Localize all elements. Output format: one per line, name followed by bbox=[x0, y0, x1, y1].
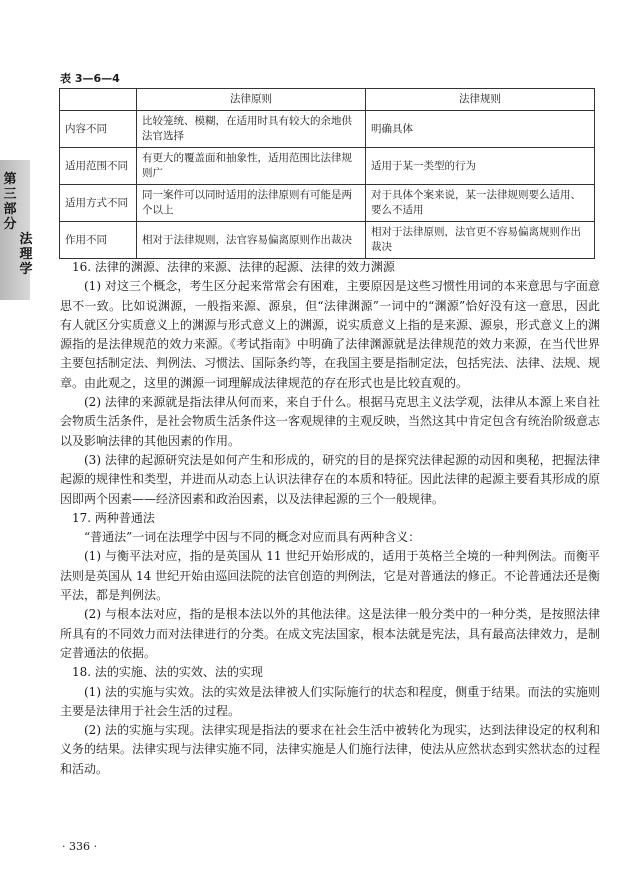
table-row-header: 适用范围不同 bbox=[60, 148, 137, 185]
paragraph: (2) 法律的来源就是指法律从何而来，来自于什么。根据马克思主义法学观，法律从本源上来自社会物质生活条件，是社会物质生活条件这一客观规律的主观反映，当然这其中肯定包含有统治阶级意志以及影响法律的其他因素的作用。 bbox=[60, 395, 601, 448]
section-heading: 18. 法的实施、法的实效、法的实现 bbox=[72, 665, 263, 680]
paragraph: (2) 法的实施与实现。法律实现是指法的要求在社会生活中被转化为现实，达到法律设定的权利和义务的结果。法律实现与法律实施不同，法律实施是人们施行法律，使法从应然状态到实然状态的过程和活动。 bbox=[60, 723, 601, 776]
table-cell: 比较笼统、模糊，在适用时具有较大的余地供法官选择 bbox=[137, 111, 366, 148]
section-heading: 16. 法律的渊源、法律的来源、法律的起源、法律的效力渊源 bbox=[72, 260, 395, 274]
table-row bbox=[60, 148, 595, 185]
paragraph: (2) 与根本法对应，指的是根本法以外的其他法律。这是法律一般分类中的一种分类，是按照法律所具有的不同效力而对法律进行的分类。在成文宪法国家，根本法就是宪法，具有最高法律效力，是制定普通法的依据。 bbox=[60, 607, 601, 660]
paragraph: (1) 与衡平法对应，指的是英国从 11 世纪开始形成的，适用于英格兰全境的一种判例法。而衡平法则是英国从 14 世纪开始由巡回法院的法官创造的判例法，它是对普通法的修正。不论普通法还是衡平法，都是判例法。 bbox=[60, 549, 600, 603]
body-text bbox=[60, 258, 600, 779]
table-header-cell bbox=[60, 89, 137, 111]
table-row bbox=[60, 222, 595, 259]
paragraph: (1) 法的实施与实效。法的实效是法律被人们实际施行的状态和程度，侧重于结果。而法的实施则主要是法律用于社会生活的过程。 bbox=[60, 684, 600, 718]
table-header-cell: 法律原则 bbox=[137, 89, 366, 111]
table-cell: 对于具体个案来说，某一法律规则要么适用、要么不适用 bbox=[366, 185, 595, 222]
table-caption: 表 3—6—4 bbox=[60, 72, 120, 85]
section-part-label: 第三部分 bbox=[3, 172, 17, 232]
paragraph: (3) 法律的起源研究法是如何产生和形成的，研究的目的是探究法律起源的动因和奥秘，把握法律起源的规律性和类型，并进而从动态上认识法律存在的本质和特征。因此法律的起源主要看其形成的原因即两个因素——经济因素和政治因素，以及法律起源的三个一般规律。 bbox=[60, 452, 601, 506]
table-cell: 同一案件可以同时适用的法律原则有可能是两个以上 bbox=[137, 185, 366, 222]
table-row bbox=[60, 185, 595, 222]
section-heading: 17. 两种普通法 bbox=[72, 510, 155, 525]
paragraph: (1) 对这三个概念，考生区分起来常常会有困难，主要原因是这些习惯性用词的本来意思与字面意思不一致。比如说渊源，一般指来源、源泉，但“法律渊源”一词中的“渊源”恰好没有这一意思，因此有人就区分实质意义上的渊源与形式意义上的渊源，说实质意义上指的是来源、源泉，形式意义上的渊源指的是法律规范的效力来源。《考试指南》中明确了法律渊源就是法律规范的效力来源，在当代世界主要包括制定法、判例法、习惯法、国际条约等，在我国主要是指制定法，包括宪法、法律、法规、规章。由此观之，这里的渊源一词理解成法律规范的存在形式也是比较直观的。 bbox=[60, 279, 601, 390]
comparison-table bbox=[59, 88, 595, 259]
table-cell: 明确具体 bbox=[366, 111, 595, 148]
paragraph: “普通法”一词在法理学中因与不同的概念对应而具有两种含义： bbox=[84, 530, 421, 545]
table-header-row bbox=[60, 89, 595, 111]
table-cell: 相对于法律规则，法官容易偏离原则作出裁决 bbox=[137, 222, 366, 259]
table-header-cell: 法律规则 bbox=[366, 89, 595, 111]
table-cell: 相对于法律原则，法官更不容易偏离规则作出裁决 bbox=[366, 222, 595, 259]
table-cell: 适用于某一类型的行为 bbox=[366, 148, 595, 185]
section-title-label: 法理学 bbox=[19, 232, 33, 277]
table-row-header: 作用不同 bbox=[60, 222, 137, 259]
table-cell: 有更大的覆盖面和抽象性，适用范围比法律规则广 bbox=[137, 148, 366, 185]
table-row-header: 内容不同 bbox=[60, 111, 137, 148]
table-row bbox=[60, 111, 595, 148]
table-row-header: 适用方式不同 bbox=[60, 185, 137, 222]
page-number: · 336 · bbox=[62, 840, 97, 853]
